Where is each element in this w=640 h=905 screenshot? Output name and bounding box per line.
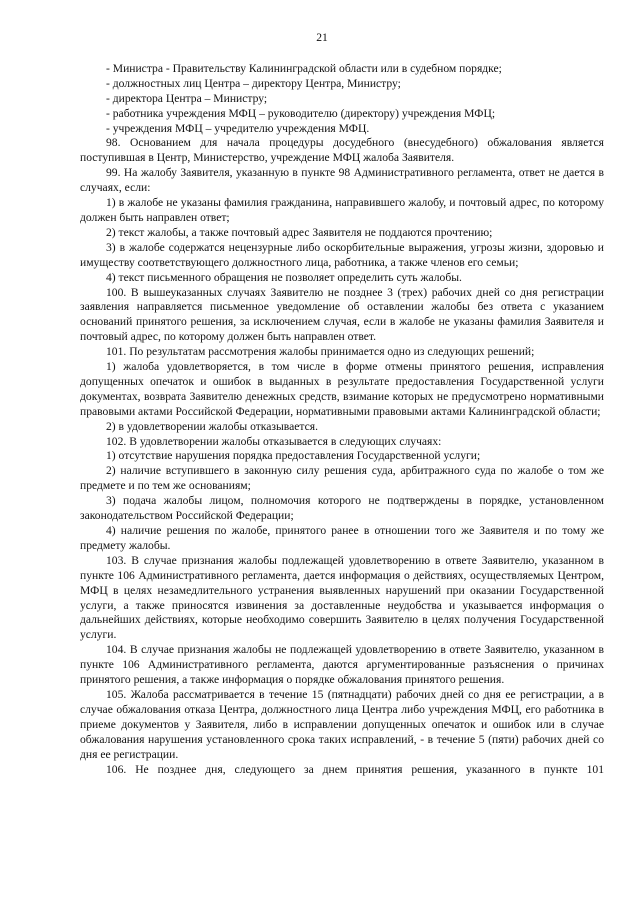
paragraph: 2) наличие вступившего в законную силу решения суда, арбитражного суда по жалобе о том же предмете и по тем же основаниям; (80, 464, 604, 493)
paragraph: 4) текст письменного обращения не позволяет определить суть жалобы. (106, 270, 462, 284)
paragraph: - работника учреждения МФЦ – руководителю (директору) учреждения МФЦ; (106, 106, 496, 120)
paragraph: 1) жалоба удовлетворяется, в том числе в форме отмены принятого решения, исправления допущенных опечаток и ошибок в выданных в результате предоставления Государственной услуги документах, возврата Заявителю денежных средств, взимание которых не предусмотрено нормативными правовыми актами Российской Федерации, нормативными правовыми актами Калининградской области; (80, 360, 604, 418)
document-body (80, 62, 604, 778)
paragraph: 2) текст жалобы, а также почтовый адрес Заявителя не поддаются прочтению; (106, 225, 493, 239)
paragraph: 101. По результатам рассмотрения жалобы принимается одно из следующих решений; (106, 345, 535, 359)
paragraph: - Министра - Правительству Калининградской области или в судебном порядке; (106, 61, 502, 75)
paragraph: - учреждения МФЦ – учредителю учреждения МФЦ. (106, 121, 370, 135)
paragraph: 98. Основанием для начала процедуры досудебного (внесудебного) обжалования является поступившая в Центр, Министерство, учреждение МФЦ жалоба Заявителя. (80, 136, 604, 165)
paragraph: 105. Жалоба рассматривается в течение 15 (пятнадцати) рабочих дней со дня ее регистрации, а в случае обжалования отказа Центра, должностного лица Центра либо учреждения МФЦ, его работника в приеме документов у Заявителя, либо в исправлении допущенных опечаток и ошибок или в случае обжалования нарушения установленного срока таких исправлений, - в течение 5 (пяти) рабочих дней со дня ее регистрации. (80, 687, 604, 761)
paragraph: 99. На жалобу Заявителя, указанную в пункте 98 Административного регламента, ответ не дается в случаях, если: (80, 166, 604, 195)
paragraph: 2) в удовлетворении жалобы отказывается. (106, 419, 318, 433)
paragraph: 1) в жалобе не указаны фамилия гражданина, направившего жалобу, и почтовый адрес, по которому должен быть направлен ответ; (80, 196, 604, 224)
paragraph: 3) в жалобе содержатся нецензурные либо оскорбительные выражения, угрозы жизни, здоровью и имуществу соответствующего должностного лица, работника, а также членов его семьи; (80, 240, 604, 269)
page-number: 21 (316, 31, 328, 44)
paragraph: 3) подача жалобы лицом, полномочия которого не подтверждены в порядке, установленном законодательством Российской Федерации; (80, 494, 604, 523)
paragraph: 1) отсутствие нарушения порядка предоставления Государственной услуги; (106, 449, 481, 463)
paragraph: 104. В случае признания жалобы не подлежащей удовлетворению в ответе Заявителю, указанном в пункте 106 Административного регламента, даются аргументированные разъяснения о причинах принятого решения, а также информация о порядке обжалования принятого решения. (80, 643, 604, 687)
paragraph: 102. В удовлетворении жалобы отказывается в следующих случаях: (106, 434, 442, 448)
paragraph: 103. В случае признания жалобы подлежащей удовлетворению в ответе Заявителю, указанном в пункте 106 Административного регламента, дается информация о действиях, осуществляемых Центром, МФЦ в целях незамедлительного устранения выявленных нарушений при оказании Государственной услуги, а также приносятся извинения за доставленные неудобства и указывается информация о дальнейших действиях, которые необходимо совершить Заявителю в целях получения Государственной услуги. (80, 553, 604, 642)
paragraph: 106. Не позднее дня, следующего за днем принятия решения, указанного в пункте 101 (106, 762, 604, 776)
paragraph: 4) наличие решения по жалобе, принятого ранее в отношении того же Заявителя и по тому же предмету жалобы. (80, 524, 604, 552)
paragraph: - должностных лиц Центра – директору Центра, Министру; (106, 76, 401, 90)
paragraph: - директора Центра – Министру; (106, 91, 268, 105)
paragraph: 100. В вышеуказанных случаях Заявителю не позднее 3 (трех) рабочих дней со дня регистрации заявления направляется письменное уведомление об оставлении жалобы без ответа с указанием оснований принятого решения, за исключением случая, если в жалобе не указаны фамилия Заявителя и почтовый адрес, по которому должен быть направлен ответ. (80, 285, 604, 344)
